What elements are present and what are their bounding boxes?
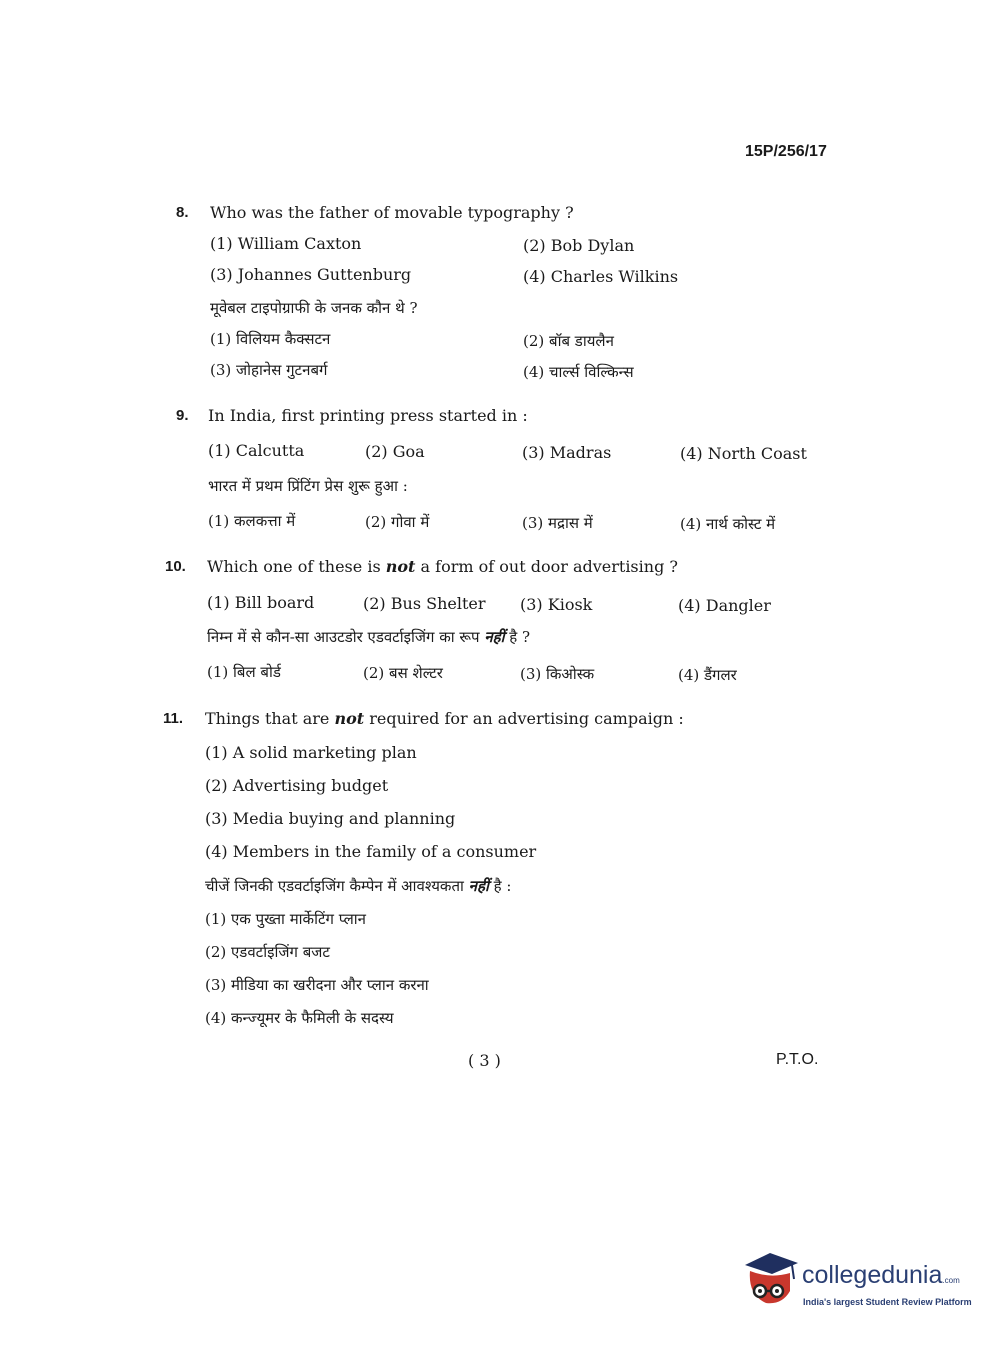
question-text-en: In India, first printing press started in : [208,406,528,425]
option-hi-3: (3) मीडिया का खरीदना और प्लान करना [205,976,429,994]
brand-name: collegedunia.com [802,1261,960,1289]
option-hi-2: (2) गोवा में [365,513,430,531]
option-en-2: (2) Bob Dylan [523,236,635,255]
option-en-1: (1) Calcutta [208,441,305,460]
option-hi-4: (4) डैंगलर [678,666,737,684]
brand-tagline: India's largest Student Review Platform [803,1297,972,1307]
question-text-hi: मूवेबल टाइपोग्राफी के जनक कौन थे ? [210,299,418,317]
collegedunia-watermark [740,1247,970,1317]
option-hi-2: (2) बॉब डायलैन [523,332,614,350]
paper-code: 15P/256/17 [745,143,827,160]
option-en-3: (3) Johannes Guttenburg [210,265,412,284]
option-hi-2: (2) एडवर्टाइजिंग बजट [205,943,330,961]
mascot-logo-icon [740,1247,802,1311]
option-en-4: (4) Charles Wilkins [523,267,679,286]
option-en-1: (1) A solid marketing plan [205,743,417,762]
question-number: 11. [163,710,184,727]
option-en-2: (2) Bus Shelter [363,594,486,613]
option-hi-1: (1) एक पुख्ता मार्केटिंग प्लान [205,910,367,928]
option-en-2: (2) Goa [365,442,425,461]
question-text-en: Who was the father of movable typography ? [210,203,574,222]
option-hi-1: (1) बिल बोर्ड [207,663,281,681]
question-number: 9. [176,407,189,424]
question-text-hi: चीजें जिनकी एडवर्टाइजिंग कैम्पेन में आवश्यकता नहीं है : [205,877,512,895]
option-hi-2: (2) बस शेल्टर [363,664,443,682]
option-en-1: (1) William Caxton [210,234,362,253]
option-hi-1: (1) विलियम कैक्सटन [210,330,331,348]
pto-label: P.T.O. [776,1051,819,1068]
option-en-2: (2) Advertising budget [205,776,389,795]
option-hi-1: (1) कलकत्ता में [208,512,296,530]
option-hi-4: (4) नार्थ कोस्ट में [680,515,776,533]
question-text-hi: भारत में प्रथम प्रिंटिंग प्रेस शुरू हुआ : [208,477,408,495]
option-en-3: (3) Media buying and planning [205,809,456,828]
option-en-4: (4) North Coast [680,444,807,463]
page-number: ( 3 ) [468,1051,501,1070]
option-en-4: (4) Dangler [678,596,771,615]
question-text-en: Which one of these is not a form of out door advertising ? [207,557,678,576]
option-en-3: (3) Madras [522,443,612,462]
question-number: 8. [176,204,189,221]
question-text-hi: निम्न में से कौन-सा आउटडोर एडवर्टाइजिंग का रूप नहीं है ? [207,628,531,646]
question-text-en: Things that are not required for an advertising campaign : [205,709,684,728]
option-en-3: (3) Kiosk [520,595,593,614]
option-hi-3: (3) जोहानेस गुटनबर्ग [210,361,328,379]
option-hi-4: (4) चार्ल्स विल्किन्स [523,363,634,381]
option-en-1: (1) Bill board [207,593,315,612]
option-hi-3: (3) मद्रास में [522,514,593,532]
option-hi-3: (3) किओस्क [520,665,595,683]
option-en-4: (4) Members in the family of a consumer [205,842,537,861]
option-hi-4: (4) कन्ज्यूमर के फैमिली के सदस्य [205,1009,394,1027]
question-number: 10. [165,558,186,575]
